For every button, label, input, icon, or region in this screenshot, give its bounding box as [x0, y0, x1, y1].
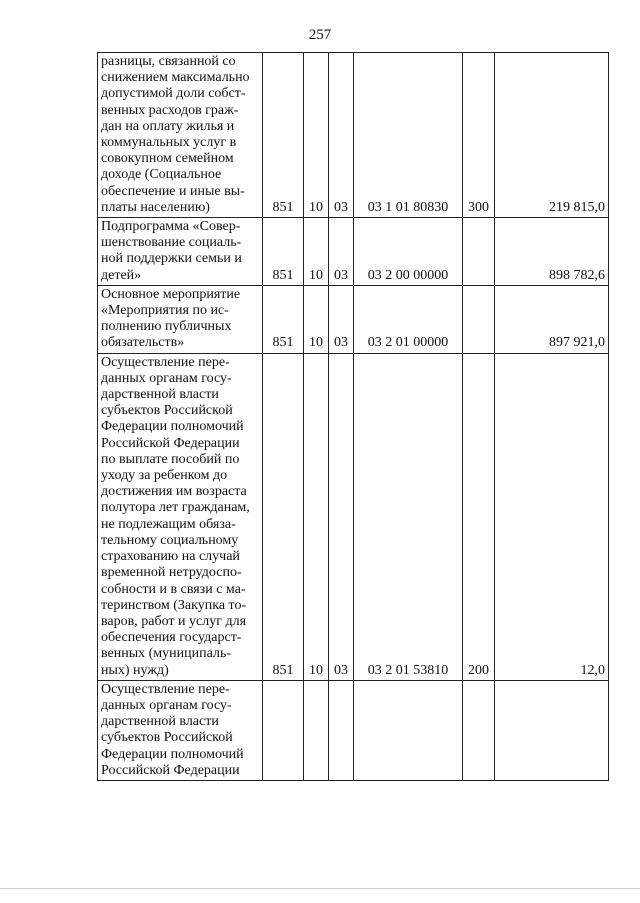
name-line: дан на оплату жилья и — [101, 118, 235, 134]
name-line: платы населению) — [101, 199, 210, 215]
expense-type-cell: 300 — [463, 53, 495, 218]
name-line: Основное мероприятие — [101, 286, 241, 302]
target-article-cell — [354, 680, 463, 780]
name-line: обеспечения государст- — [101, 630, 242, 646]
name-line: доходе (Социальное — [101, 167, 222, 183]
name-line: варов, работ и услуг для — [101, 613, 247, 629]
table-row — [98, 285, 609, 353]
name-line: обязательств» — [101, 335, 185, 351]
admin-code-cell: 851 — [263, 218, 304, 286]
target-article-cell: 03 1 01 80830 — [354, 53, 463, 218]
admin-code-cell: 851 — [263, 53, 304, 218]
name-line: разницы, связанной со — [101, 54, 236, 69]
table-row — [98, 353, 609, 680]
row-name-cell — [98, 353, 263, 680]
amount-cell — [495, 680, 609, 780]
name-line: детей» — [101, 267, 142, 283]
name-line: дарственной власти — [101, 387, 219, 403]
name-line: совокупном семейном — [101, 151, 234, 167]
row-name-cell — [98, 53, 263, 218]
name-line: допустимой доли собст- — [101, 86, 246, 102]
name-line: ной поддержки семьи и — [101, 251, 242, 267]
name-line: данных органам госу- — [101, 697, 232, 713]
section-cell: 10 — [304, 218, 329, 286]
expense-type-cell — [463, 285, 495, 353]
subsection-cell: 03 — [329, 53, 354, 218]
name-line: Подпрограмма «Совер- — [101, 219, 241, 235]
name-line: Осуществление пере- — [101, 354, 230, 370]
name-line: полутора лет гражданам, — [101, 500, 250, 516]
table-row — [98, 680, 609, 780]
table-row — [98, 53, 609, 218]
expense-type-cell: 200 — [463, 353, 495, 680]
name-line: Федерации полномочий — [101, 419, 244, 435]
name-line: венных расходов граж- — [101, 102, 239, 118]
subsection-cell: 03 — [329, 285, 354, 353]
subsection-cell — [329, 680, 354, 780]
target-article-cell: 03 2 00 00000 — [354, 218, 463, 286]
amount-cell: 12,0 — [495, 353, 609, 680]
name-line: тельному социальному — [101, 532, 239, 548]
expense-type-cell — [463, 218, 495, 286]
name-line: по выплате пособий по — [101, 451, 240, 467]
row-name-cell — [98, 680, 263, 780]
subsection-cell: 03 — [329, 353, 354, 680]
name-line: данных органам госу- — [101, 370, 232, 386]
budget-table — [97, 52, 609, 781]
name-line: венных (муниципаль- — [101, 646, 231, 662]
name-line: «Мероприятия по ис- — [101, 303, 229, 319]
name-line: Российской Федерации — [101, 762, 240, 778]
target-article-cell: 03 2 01 00000 — [354, 285, 463, 353]
name-line: полнению публичных — [101, 319, 232, 335]
name-line: теринством (Закупка то- — [101, 597, 247, 613]
admin-code-cell — [263, 680, 304, 780]
name-line: шенствование социаль- — [101, 235, 242, 251]
amount-cell: 898 782,6 — [495, 218, 609, 286]
name-line: субъектов Российской — [101, 730, 233, 746]
admin-code-cell: 851 — [263, 285, 304, 353]
section-cell: 10 — [304, 285, 329, 353]
row-name-cell — [98, 218, 263, 286]
target-article-cell: 03 2 01 53810 — [354, 353, 463, 680]
name-line: снижением максимально — [101, 70, 250, 86]
table-row — [98, 218, 609, 286]
page-number: 257 — [308, 27, 332, 43]
name-line: достижения им возраста — [101, 484, 247, 500]
section-cell: 10 — [304, 53, 329, 218]
name-line: обеспечение и иные вы- — [101, 183, 245, 199]
name-line: субъектов Российской — [101, 403, 233, 419]
row-name-cell — [98, 285, 263, 353]
name-line: уходу за ребенком до — [101, 468, 228, 484]
name-line: временной нетрудоспо- — [101, 565, 242, 581]
section-cell — [304, 680, 329, 780]
amount-cell: 897 921,0 — [495, 285, 609, 353]
scan-edge-line — [0, 888, 640, 889]
name-line: страхованию на случай — [101, 549, 240, 565]
admin-code-cell: 851 — [263, 353, 304, 680]
name-line: не подлежащим обяза- — [101, 516, 236, 532]
name-line: ных) нужд) — [101, 662, 169, 678]
subsection-cell: 03 — [329, 218, 354, 286]
name-line: Федерации полномочий — [101, 746, 244, 762]
name-line: Российской Федерации — [101, 435, 240, 451]
name-line: Осуществление пере- — [101, 681, 230, 697]
amount-cell: 219 815,0 — [495, 53, 609, 218]
name-line: собности и в связи с ма- — [101, 581, 246, 597]
name-line: коммунальных услуг в — [101, 135, 237, 151]
section-cell: 10 — [304, 353, 329, 680]
name-line: дарственной власти — [101, 714, 219, 730]
expense-type-cell — [463, 680, 495, 780]
